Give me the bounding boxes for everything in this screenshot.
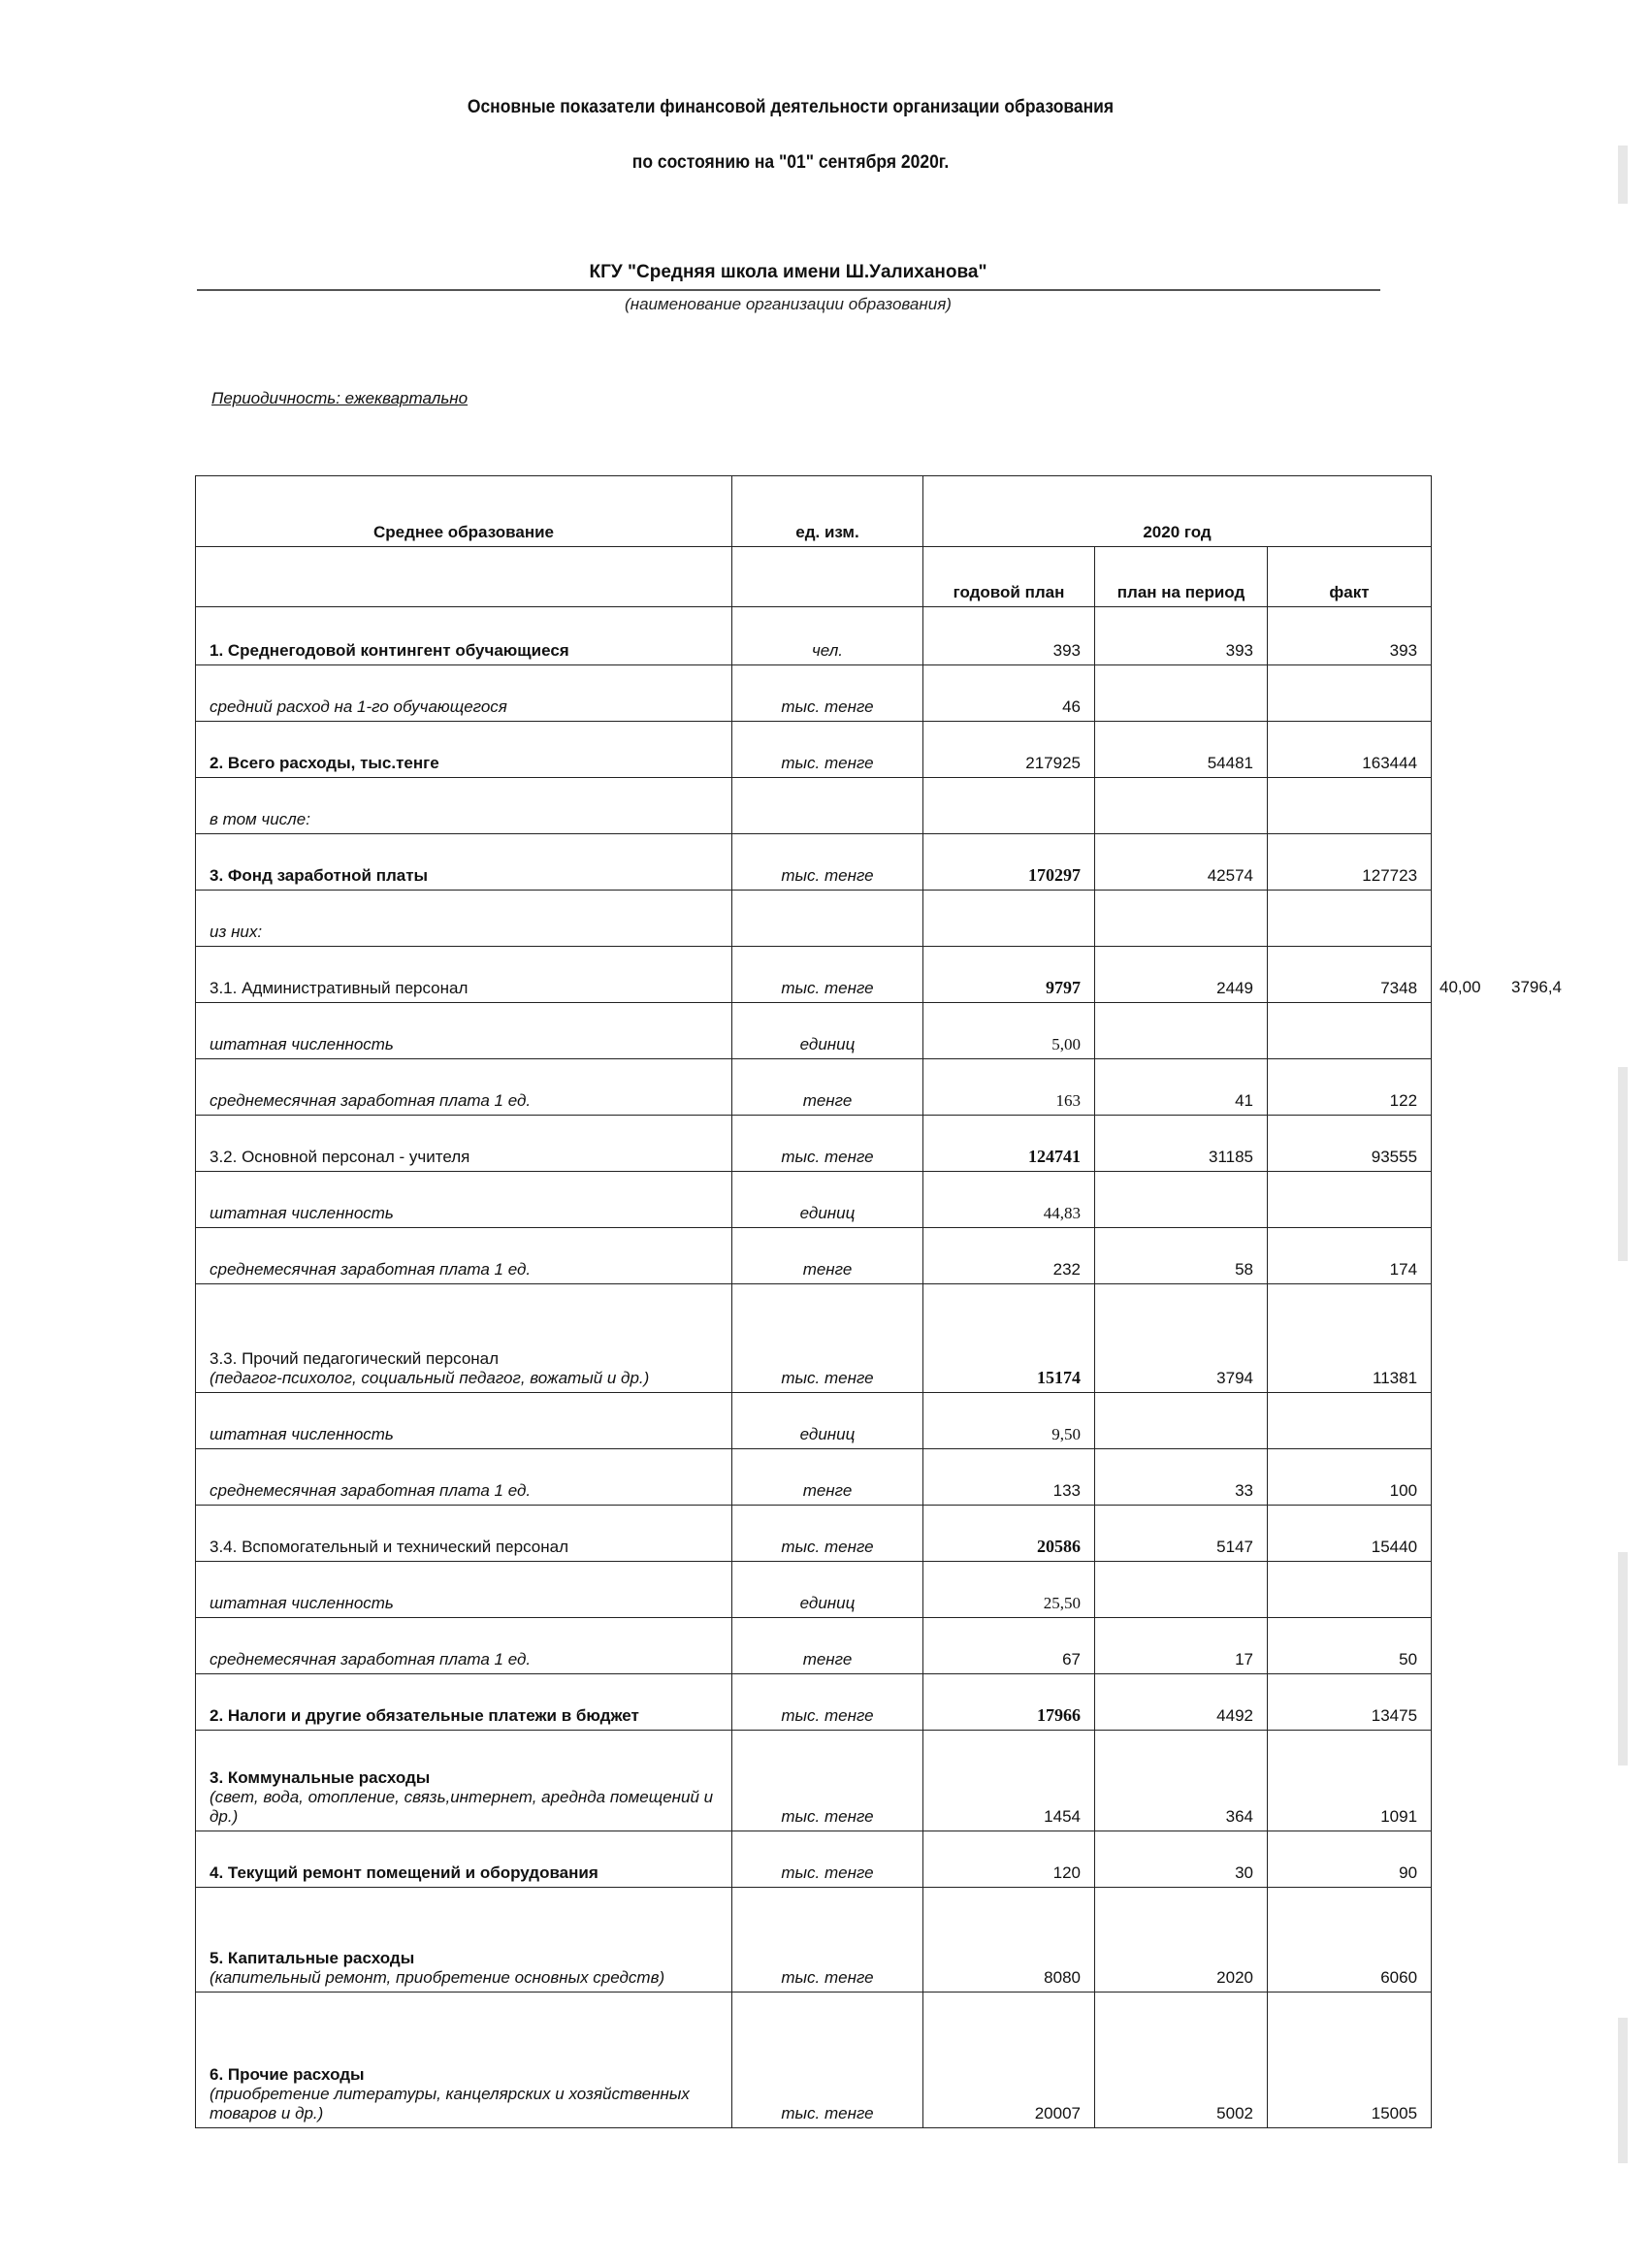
row-value-period: 17	[1095, 1618, 1268, 1674]
table-row	[196, 1506, 1432, 1562]
row-label: среднемесячная заработная плата 1 ед.	[210, 1091, 532, 1110]
row-value-period: 2449	[1095, 947, 1268, 1003]
row-value-annual: 9797	[923, 947, 1095, 1003]
row-label: 3.3. Прочий педагогический персонал	[210, 1349, 500, 1368]
row-label-cell	[196, 607, 732, 665]
row-unit: тыс. тенге	[732, 665, 923, 722]
row-value-annual: 67	[923, 1618, 1095, 1674]
scan-edge-mark	[1618, 1067, 1628, 1261]
row-value-annual: 217925	[923, 722, 1095, 778]
table-row	[196, 722, 1432, 778]
row-label: среднемесячная заработная плата 1 ед.	[210, 1650, 532, 1669]
row-value-annual: 120	[923, 1831, 1095, 1888]
organization-underline	[197, 289, 1380, 291]
row-label-cell	[196, 722, 732, 778]
row-label-cell	[196, 834, 732, 891]
header-annual: годовой план	[923, 547, 1095, 607]
row-label: 2. Налоги и другие обязательные платежи в бюджет	[210, 1706, 639, 1725]
row-label: среднемесячная заработная плата 1 ед.	[210, 1260, 532, 1279]
row-value-fact: 174	[1268, 1228, 1432, 1284]
row-value-period	[1095, 1562, 1268, 1618]
row-label-cell	[196, 1449, 732, 1506]
row-unit: тыс. тенге	[732, 834, 923, 891]
row-unit: тыс. тенге	[732, 1888, 923, 1993]
row-value-period	[1095, 1003, 1268, 1059]
row-value-annual: 124741	[923, 1116, 1095, 1172]
row-value-period: 33	[1095, 1449, 1268, 1506]
row-value-period	[1095, 891, 1268, 947]
side-note-value-1: 40,00	[1439, 978, 1481, 996]
header-fact: факт	[1268, 547, 1432, 607]
row-value-annual: 393	[923, 607, 1095, 665]
row-unit: тыс. тенге	[732, 722, 923, 778]
row-value-annual: 44,83	[923, 1172, 1095, 1228]
row-label: штатная численность	[210, 1035, 394, 1053]
table-row	[196, 778, 1432, 834]
row-value-period: 5002	[1095, 1993, 1268, 2128]
row-unit	[732, 891, 923, 947]
row-unit: тенге	[732, 1449, 923, 1506]
row-label-cell	[196, 1562, 732, 1618]
row-value-period: 58	[1095, 1228, 1268, 1284]
row-label-cell	[196, 1831, 732, 1888]
row-value-annual: 9,50	[923, 1393, 1095, 1449]
row-label: штатная численность	[210, 1425, 394, 1443]
row-value-fact	[1268, 1562, 1432, 1618]
row-unit: тыс. тенге	[732, 947, 923, 1003]
table-row	[196, 1393, 1432, 1449]
row-value-period: 41	[1095, 1059, 1268, 1116]
row-value-period: 4492	[1095, 1674, 1268, 1731]
row-label: 5. Капитальные расходы	[210, 1949, 415, 1967]
table-row	[196, 1562, 1432, 1618]
row-label-cell	[196, 1618, 732, 1674]
table-row	[196, 834, 1432, 891]
row-unit: тенге	[732, 1618, 923, 1674]
row-value-fact: 50	[1268, 1618, 1432, 1674]
row-value-period	[1095, 778, 1268, 834]
row-value-fact: 93555	[1268, 1116, 1432, 1172]
row-unit: тенге	[732, 1059, 923, 1116]
row-value-annual	[923, 891, 1095, 947]
row-value-period: 2020	[1095, 1888, 1268, 1993]
row-value-period	[1095, 1172, 1268, 1228]
row-value-period: 31185	[1095, 1116, 1268, 1172]
row-value-annual: 163	[923, 1059, 1095, 1116]
table-row	[196, 1449, 1432, 1506]
row-value-fact: 393	[1268, 607, 1432, 665]
row-label-cell	[196, 1506, 732, 1562]
row-value-fact	[1268, 665, 1432, 722]
header-year: 2020 год	[923, 476, 1432, 547]
row-unit: тыс. тенге	[732, 1506, 923, 1562]
row-label: средний расход на 1-го обучающегося	[210, 697, 507, 716]
row-label: 3.1. Административный персонал	[210, 979, 469, 997]
row-label-cell	[196, 1003, 732, 1059]
table-row	[196, 1888, 1432, 1993]
row-value-fact: 100	[1268, 1449, 1432, 1506]
row-value-annual: 8080	[923, 1888, 1095, 1993]
header-empty-2	[732, 547, 923, 607]
scan-edge-mark	[1618, 1552, 1628, 1766]
row-value-annual: 20586	[923, 1506, 1095, 1562]
table-row	[196, 1003, 1432, 1059]
table-row	[196, 665, 1432, 722]
table-row	[196, 1228, 1432, 1284]
row-value-fact	[1268, 778, 1432, 834]
row-label: 1. Среднегодовой контингент обучающиеся	[210, 641, 569, 660]
row-value-fact: 1091	[1268, 1731, 1432, 1831]
row-unit: единиц	[732, 1003, 923, 1059]
header-empty-1	[196, 547, 732, 607]
table-row	[196, 1618, 1432, 1674]
row-label: 3.4. Вспомогательный и технический персонал	[210, 1538, 568, 1556]
row-unit: тыс. тенге	[732, 1284, 923, 1393]
side-note-value-2: 3796,4	[1511, 978, 1562, 996]
row-label: 2. Всего расходы, тыс.тенге	[210, 754, 439, 772]
row-label-cell	[196, 947, 732, 1003]
row-value-period	[1095, 665, 1268, 722]
row-unit	[732, 778, 923, 834]
row-unit: тыс. тенге	[732, 1993, 923, 2128]
row-value-period: 3794	[1095, 1284, 1268, 1393]
row-label: 3.2. Основной персонал - учителя	[210, 1148, 470, 1166]
row-value-fact: 15005	[1268, 1993, 1432, 2128]
row-value-fact	[1268, 1003, 1432, 1059]
row-unit: единиц	[732, 1393, 923, 1449]
row-sublabel: (приобретение литературы, канцелярских и хозяйственных товаров и др.)	[210, 2085, 690, 2122]
row-label-cell	[196, 1172, 732, 1228]
header-period: план на период	[1095, 547, 1268, 607]
row-label: среднемесячная заработная плата 1 ед.	[210, 1481, 532, 1500]
row-value-annual: 133	[923, 1449, 1095, 1506]
table-row	[196, 891, 1432, 947]
row-label: 6. Прочие расходы	[210, 2065, 365, 2084]
row-label-cell	[196, 1393, 732, 1449]
row-value-annual: 46	[923, 665, 1095, 722]
row-value-period	[1095, 1393, 1268, 1449]
row-value-fact: 6060	[1268, 1888, 1432, 1993]
periodicity: Периодичность: ежеквартально	[211, 389, 469, 407]
row-unit: тенге	[732, 1228, 923, 1284]
row-value-annual: 17966	[923, 1674, 1095, 1731]
row-unit: тыс. тенге	[732, 1116, 923, 1172]
table-row	[196, 947, 1432, 1003]
organization-caption: (наименование организации образования)	[625, 295, 952, 313]
row-label-cell	[196, 1116, 732, 1172]
row-label-cell	[196, 778, 732, 834]
row-value-fact: 13475	[1268, 1674, 1432, 1731]
row-unit: единиц	[732, 1172, 923, 1228]
header-name: Среднее образование	[196, 476, 732, 547]
row-sublabel: (педагог-психолог, социальный педагог, вожатый и др.)	[210, 1369, 650, 1387]
row-unit: чел.	[732, 607, 923, 665]
row-label-cell	[196, 1059, 732, 1116]
header-unit: ед. изм.	[732, 476, 923, 547]
row-label: из них:	[210, 923, 263, 941]
table-row	[196, 1831, 1432, 1888]
row-value-annual: 170297	[923, 834, 1095, 891]
row-value-fact: 127723	[1268, 834, 1432, 891]
row-value-period: 30	[1095, 1831, 1268, 1888]
row-value-period: 42574	[1095, 834, 1268, 891]
row-value-period: 393	[1095, 607, 1268, 665]
row-value-fact	[1268, 891, 1432, 947]
organization-name: КГУ "Средняя школа имени Ш.Уалиханова"	[589, 262, 987, 282]
table-row	[196, 1993, 1432, 2128]
row-unit: единиц	[732, 1562, 923, 1618]
row-value-annual: 232	[923, 1228, 1095, 1284]
table-row	[196, 1284, 1432, 1393]
row-label-cell	[196, 891, 732, 947]
row-label-cell	[196, 1228, 732, 1284]
row-value-fact: 90	[1268, 1831, 1432, 1888]
scan-edge-mark	[1618, 146, 1628, 204]
row-value-annual: 25,50	[923, 1562, 1095, 1618]
row-value-period: 364	[1095, 1731, 1268, 1831]
table-row	[196, 1674, 1432, 1731]
row-value-annual: 15174	[923, 1284, 1095, 1393]
row-value-annual	[923, 778, 1095, 834]
table-row	[196, 1116, 1432, 1172]
row-label: 3. Фонд заработной платы	[210, 866, 429, 885]
scan-edge-mark	[1618, 2018, 1628, 2163]
row-value-fact	[1268, 1172, 1432, 1228]
row-label-cell	[196, 1674, 732, 1731]
table-row	[196, 607, 1432, 665]
row-label: штатная численность	[210, 1204, 394, 1222]
table-row	[196, 1059, 1432, 1116]
row-label-cell	[196, 1284, 732, 1393]
row-value-fact: 122	[1268, 1059, 1432, 1116]
row-label-cell	[196, 1888, 732, 1993]
row-unit: тыс. тенге	[732, 1674, 923, 1731]
row-value-annual: 1454	[923, 1731, 1095, 1831]
row-value-fact	[1268, 1393, 1432, 1449]
row-value-period: 5147	[1095, 1506, 1268, 1562]
document-title: Основные показатели финансовой деятельности организации образования	[467, 97, 1115, 117]
row-value-period: 54481	[1095, 722, 1268, 778]
row-value-fact: 163444	[1268, 722, 1432, 778]
header-row-1	[196, 476, 1432, 547]
table-row	[196, 1172, 1432, 1228]
row-value-fact: 7348	[1268, 947, 1432, 1003]
row-label: в том числе:	[210, 810, 310, 828]
table-row	[196, 1731, 1432, 1831]
row-label-cell	[196, 665, 732, 722]
row-value-fact: 15440	[1268, 1506, 1432, 1562]
row-label-cell	[196, 1731, 732, 1831]
header-row-2	[196, 547, 1432, 607]
row-sublabel: (капительный ремонт, приобретение основных средств)	[210, 1968, 665, 1987]
row-value-annual: 20007	[923, 1993, 1095, 2128]
row-unit: тыс. тенге	[732, 1831, 923, 1888]
row-label: 3. Коммунальные расходы	[210, 1768, 431, 1787]
financial-table	[195, 475, 1432, 2128]
row-value-annual: 5,00	[923, 1003, 1095, 1059]
row-label-cell	[196, 1993, 732, 2128]
row-label: 4. Текущий ремонт помещений и оборудования	[210, 1863, 598, 1882]
row-unit: тыс. тенге	[732, 1731, 923, 1831]
row-value-fact: 11381	[1268, 1284, 1432, 1393]
row-sublabel: (свет, вода, отопление, связь,интернет, арeднда помещений и др.)	[210, 1788, 714, 1826]
document-date: по состоянию на "01" сентября 2020г.	[631, 152, 950, 173]
row-label: штатная численность	[210, 1594, 394, 1612]
